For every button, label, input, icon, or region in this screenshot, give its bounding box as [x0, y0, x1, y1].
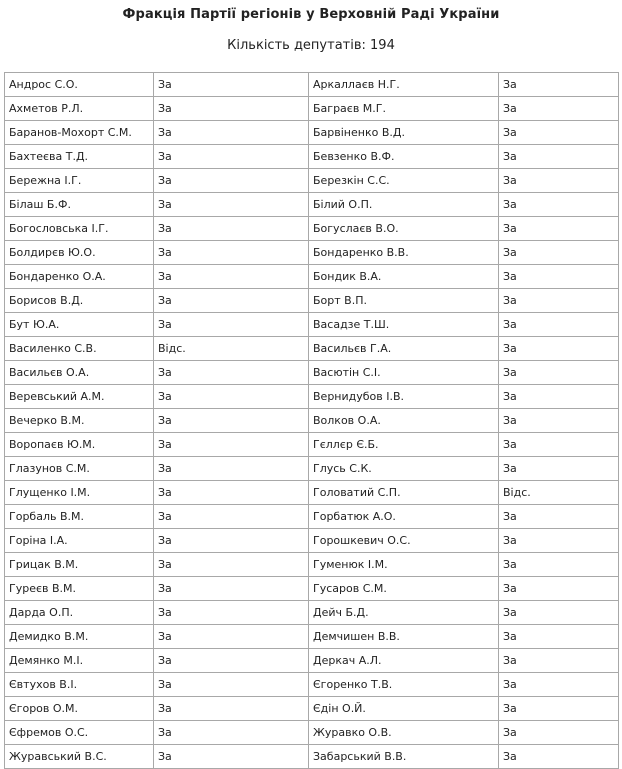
deputy-name-right: Гєллєр Є.Б. — [309, 433, 499, 457]
vote-left: За — [154, 481, 309, 505]
deputy-name-left: Богословська І.Г. — [5, 217, 154, 241]
vote-left: За — [154, 601, 309, 625]
deputy-name-right: Волков О.А. — [309, 409, 499, 433]
vote-right: За — [499, 217, 619, 241]
deputy-name-right: Аркаллаєв Н.Г. — [309, 73, 499, 97]
vote-right: За — [499, 193, 619, 217]
deputy-name-left: Дарда О.П. — [5, 601, 154, 625]
table-row — [5, 265, 619, 289]
vote-right: За — [499, 409, 619, 433]
vote-left: За — [154, 73, 309, 97]
vote-right: За — [499, 73, 619, 97]
vote-left: За — [154, 241, 309, 265]
deputy-name-right: Васадзе Т.Ш. — [309, 313, 499, 337]
vote-left: За — [154, 553, 309, 577]
deputy-name-left: Глазунов С.М. — [5, 457, 154, 481]
votes-table — [4, 72, 619, 769]
vote-left: За — [154, 625, 309, 649]
vote-right: За — [499, 625, 619, 649]
table-row — [5, 625, 619, 649]
deputy-name-left: Грицак В.М. — [5, 553, 154, 577]
deputy-name-left: Борисов В.Д. — [5, 289, 154, 313]
deputy-name-left: Болдирєв Ю.О. — [5, 241, 154, 265]
vote-right: За — [499, 385, 619, 409]
deputy-name-right: Борт В.П. — [309, 289, 499, 313]
table-row — [5, 433, 619, 457]
deputy-name-left: Євтухов В.І. — [5, 673, 154, 697]
deputy-name-left: Бут Ю.А. — [5, 313, 154, 337]
deputy-name-left: Горіна І.А. — [5, 529, 154, 553]
deputy-name-right: Забарський В.В. — [309, 745, 499, 769]
deputy-name-right: Гусаров С.М. — [309, 577, 499, 601]
table-row — [5, 217, 619, 241]
deputy-name-left: Єгоров О.М. — [5, 697, 154, 721]
vote-left: За — [154, 361, 309, 385]
table-row — [5, 721, 619, 745]
vote-left: За — [154, 145, 309, 169]
deputy-name-right: Бевзенко В.Ф. — [309, 145, 499, 169]
deputy-name-right: Бондик В.А. — [309, 265, 499, 289]
vote-right: За — [499, 673, 619, 697]
deputy-name-left: Горбаль В.М. — [5, 505, 154, 529]
table-row — [5, 409, 619, 433]
vote-right: За — [499, 97, 619, 121]
vote-left: Відс. — [154, 337, 309, 361]
deputy-name-left: Вечерко В.М. — [5, 409, 154, 433]
table-row — [5, 673, 619, 697]
deputy-name-left: Бондаренко О.А. — [5, 265, 154, 289]
vote-left: За — [154, 217, 309, 241]
table-row — [5, 121, 619, 145]
deputy-name-left: Ахметов Р.Л. — [5, 97, 154, 121]
deputy-name-right: Гуменюк І.М. — [309, 553, 499, 577]
table-row — [5, 457, 619, 481]
vote-right: За — [499, 337, 619, 361]
deputy-name-left: Демидко В.М. — [5, 625, 154, 649]
deputy-name-left: Єфремов О.С. — [5, 721, 154, 745]
vote-left: За — [154, 649, 309, 673]
table-row — [5, 505, 619, 529]
table-row — [5, 649, 619, 673]
deputy-name-right: Васютін С.І. — [309, 361, 499, 385]
vote-right: За — [499, 169, 619, 193]
vote-right: За — [499, 553, 619, 577]
table-row — [5, 313, 619, 337]
deputy-name-right: Березкін С.С. — [309, 169, 499, 193]
vote-left: За — [154, 97, 309, 121]
vote-left: За — [154, 577, 309, 601]
deputy-name-left: Бережна І.Г. — [5, 169, 154, 193]
deputy-name-right: Богуслаєв В.О. — [309, 217, 499, 241]
deputy-name-left: Бахтеєва Т.Д. — [5, 145, 154, 169]
vote-left: За — [154, 505, 309, 529]
deputy-name-right: Глусь С.К. — [309, 457, 499, 481]
deputy-name-right: Барвіненко В.Д. — [309, 121, 499, 145]
table-row — [5, 337, 619, 361]
deputy-name-right: Головатий С.П. — [309, 481, 499, 505]
vote-right: За — [499, 433, 619, 457]
deputy-name-left: Білаш Б.Ф. — [5, 193, 154, 217]
vote-right: За — [499, 577, 619, 601]
deputy-name-right: Деркач А.Л. — [309, 649, 499, 673]
deputy-name-right: Єгоренко Т.В. — [309, 673, 499, 697]
vote-left: За — [154, 121, 309, 145]
table-row — [5, 73, 619, 97]
vote-right: За — [499, 265, 619, 289]
deputy-name-right: Журавко О.В. — [309, 721, 499, 745]
table-row — [5, 385, 619, 409]
deputy-name-left: Василенко С.В. — [5, 337, 154, 361]
vote-right: За — [499, 697, 619, 721]
vote-left: За — [154, 385, 309, 409]
vote-left: За — [154, 193, 309, 217]
deputy-name-right: Єдін О.Й. — [309, 697, 499, 721]
vote-left: За — [154, 313, 309, 337]
deputy-name-left: Андрос С.О. — [5, 73, 154, 97]
vote-left: За — [154, 169, 309, 193]
vote-right: За — [499, 649, 619, 673]
vote-left: За — [154, 457, 309, 481]
vote-left: За — [154, 529, 309, 553]
deputy-name-right: Баграєв М.Г. — [309, 97, 499, 121]
vote-left: За — [154, 289, 309, 313]
table-row — [5, 169, 619, 193]
vote-right: За — [499, 745, 619, 769]
vote-right: За — [499, 529, 619, 553]
deputy-name-right: Горошкевич О.С. — [309, 529, 499, 553]
table-row — [5, 241, 619, 265]
deputy-name-right: Демчишен В.В. — [309, 625, 499, 649]
deputy-name-left: Баранов-Мохорт С.М. — [5, 121, 154, 145]
vote-right: За — [499, 241, 619, 265]
deputy-name-left: Гуреєв В.М. — [5, 577, 154, 601]
table-row — [5, 481, 619, 505]
vote-right: За — [499, 457, 619, 481]
deputy-name-left: Воропаєв Ю.М. — [5, 433, 154, 457]
table-row — [5, 529, 619, 553]
vote-right: За — [499, 505, 619, 529]
deputy-name-right: Вернидубов І.В. — [309, 385, 499, 409]
deputy-name-left: Веревський А.М. — [5, 385, 154, 409]
table-row — [5, 97, 619, 121]
vote-left: За — [154, 409, 309, 433]
deputy-name-left: Демянко М.І. — [5, 649, 154, 673]
deputy-name-right: Бондаренко В.В. — [309, 241, 499, 265]
deputy-name-left: Глущенко І.М. — [5, 481, 154, 505]
vote-right: Відс. — [499, 481, 619, 505]
table-row — [5, 361, 619, 385]
table-row — [5, 145, 619, 169]
table-row — [5, 289, 619, 313]
votes-table-body — [5, 73, 619, 769]
deputy-name-right: Дейч Б.Д. — [309, 601, 499, 625]
table-row — [5, 553, 619, 577]
deputy-name-right: Горбатюк А.О. — [309, 505, 499, 529]
vote-left: За — [154, 433, 309, 457]
vote-left: За — [154, 697, 309, 721]
vote-right: За — [499, 721, 619, 745]
deputy-name-left: Журавський В.С. — [5, 745, 154, 769]
vote-right: За — [499, 361, 619, 385]
deputy-count: Кількість депутатів: 194 — [227, 38, 395, 53]
vote-left: За — [154, 673, 309, 697]
vote-right: За — [499, 289, 619, 313]
vote-left: За — [154, 721, 309, 745]
table-row — [5, 697, 619, 721]
deputy-name-left: Васильєв О.А. — [5, 361, 154, 385]
vote-left: За — [154, 745, 309, 769]
vote-right: За — [499, 121, 619, 145]
vote-left: За — [154, 265, 309, 289]
table-row — [5, 745, 619, 769]
deputy-name-right: Васильєв Г.А. — [309, 337, 499, 361]
vote-right: За — [499, 601, 619, 625]
vote-right: За — [499, 313, 619, 337]
table-row — [5, 577, 619, 601]
page-title: Фракція Партії регіонів у Верховній Раді України — [122, 7, 500, 22]
table-row — [5, 601, 619, 625]
vote-right: За — [499, 145, 619, 169]
deputy-name-right: Білий О.П. — [309, 193, 499, 217]
table-row — [5, 193, 619, 217]
